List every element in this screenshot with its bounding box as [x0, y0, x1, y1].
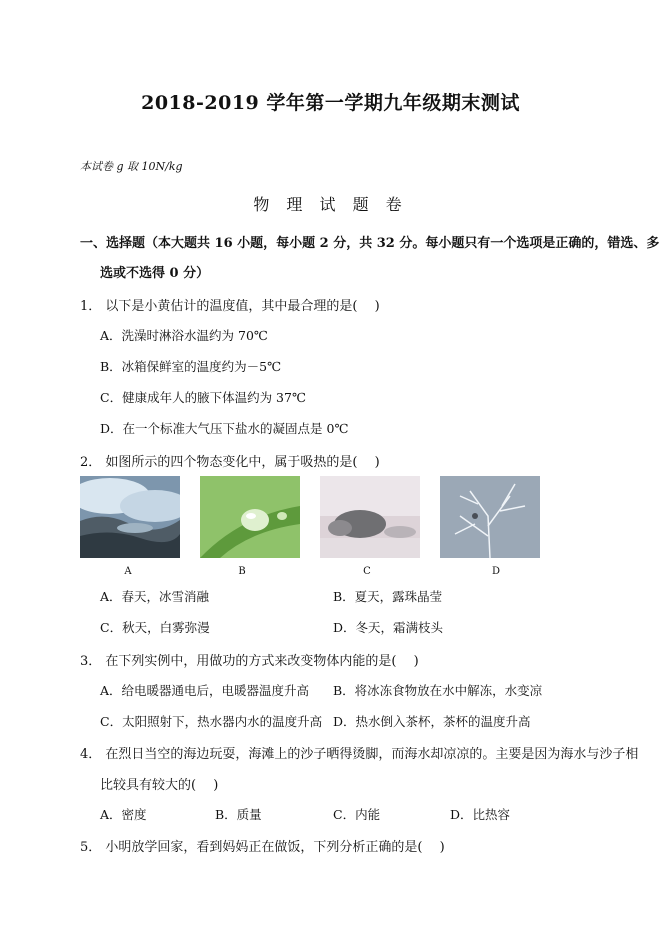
q5-stem: 5． 小明放学回家，看到妈妈正在做饭，下列分析正确的是( ) [80, 840, 445, 855]
q4-option-a: A．密度 [100, 807, 147, 822]
caption-b: B [238, 566, 246, 577]
q3-stem: 3． 在下列实例中，用做功的方式来改变物体内能的是( ) [80, 654, 419, 669]
section-heading-line1: 一、选择题（本大题共 16 小题，每小题 2 分，共 32 分。每小题只有一个选项是正确的，错选、多 [80, 236, 660, 251]
q3-option-c: C．太阳照射下，热水器内水的温度升高 [100, 714, 323, 729]
gravity-note: 本试卷 g 取 10N/kg [80, 160, 183, 173]
caption-c: C [363, 566, 371, 577]
photo-fog [320, 476, 420, 558]
q1-option-d: D．在一个标准大气压下盐水的凝固点是 0℃ [100, 421, 349, 436]
photo-dew-drop [200, 476, 300, 558]
q2-option-c: C．秋天，白雾弥漫 [100, 620, 210, 635]
q1-stem: 1． 以下是小黄估计的温度值，其中最合理的是( ) [80, 299, 380, 314]
q4-stem-line2: 比较具有较大的( ) [100, 778, 219, 793]
q3-option-b: B．将冰冻食物放在水中解冻，水变凉 [333, 683, 543, 698]
q2-option-b: B．夏天，露珠晶莹 [333, 589, 443, 604]
q2-option-a: A．春天，冰雪消融 [100, 589, 210, 604]
photo-melting-ice [80, 476, 180, 558]
caption-a: A [124, 566, 132, 577]
paper-subtitle: 物 理 试 题 卷 [253, 195, 408, 214]
q2-option-d: D．冬天，霜满枝头 [333, 620, 444, 635]
q1-option-b: B．冰箱保鲜室的温度约为－5℃ [100, 359, 282, 374]
section-heading-line2: 选或不选得 0 分） [100, 266, 210, 281]
q1-option-c: C．健康成年人的腋下体温约为 37℃ [100, 390, 306, 405]
exam-title: 2018-2019 学年第一学期九年级期末测试 [141, 92, 520, 114]
q4-option-d: D．比热容 [450, 807, 511, 822]
q4-option-b: B．质量 [215, 807, 262, 822]
q4-stem-line1: 4． 在烈日当空的海边玩耍，海滩上的沙子晒得烫脚，而海水却凉凉的。主要是因为海水与沙子相 [80, 747, 639, 762]
q3-option-d: D．热水倒入茶杯，茶杯的温度升高 [333, 714, 531, 729]
q2-stem: 2． 如图所示的四个物态变化中，属于吸热的是( ) [80, 455, 380, 470]
q3-option-a: A．给电暖器通电后，电暖器温度升高 [100, 683, 310, 698]
photo-frost-branches [440, 476, 540, 558]
q1-option-a: A．洗澡时淋浴水温约为 70℃ [100, 328, 268, 343]
q4-option-c: C．内能 [333, 807, 381, 822]
caption-d: D [491, 566, 501, 577]
